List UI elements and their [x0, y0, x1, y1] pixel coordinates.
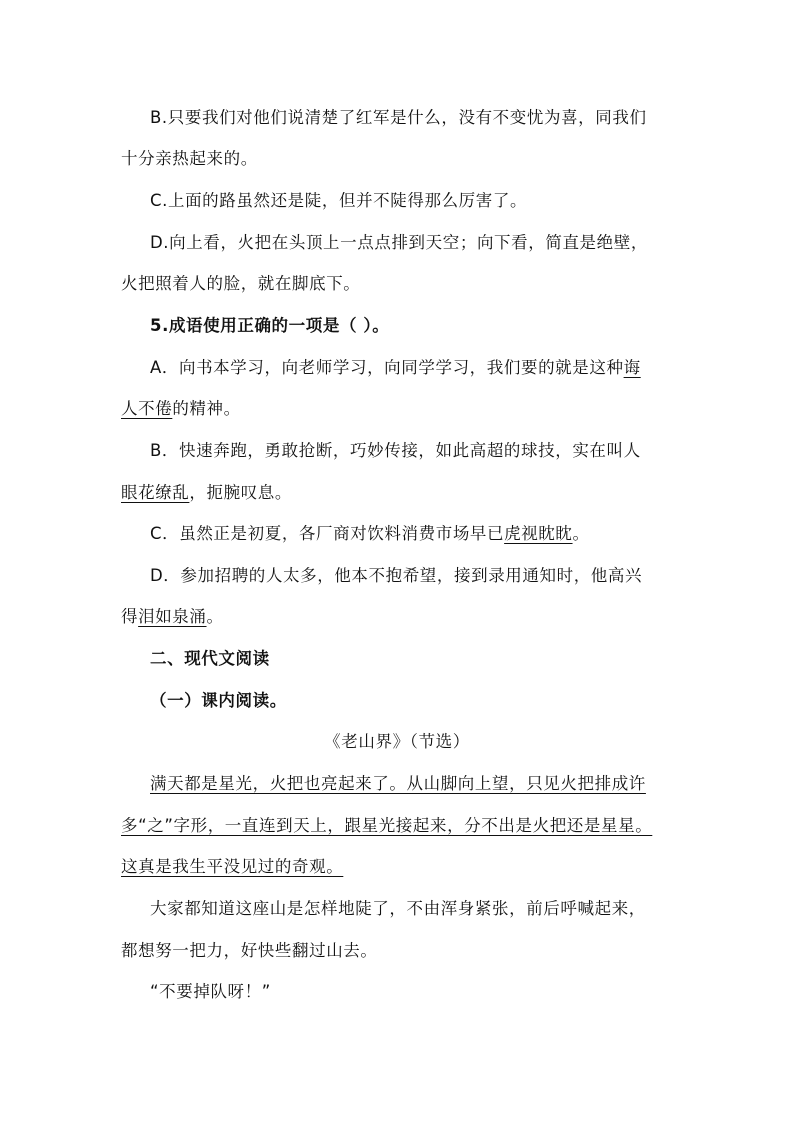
- q5-option-d-tail: 。: [206, 607, 224, 626]
- q5-option-c-idiom: 虎视眈眈: [504, 524, 573, 543]
- q5-option-a-line2: [121, 398, 241, 420]
- passage-para1-line1: [150, 773, 646, 795]
- q5-option-d-text: 得: [121, 607, 139, 626]
- q5-option-b-idiom: 眼花缭乱: [121, 483, 190, 502]
- passage-para3: “不要掉队呀！”: [150, 982, 271, 1001]
- passage-para2-line2: 都想努一把力，好快些翻过山去。: [121, 941, 378, 960]
- passage-underlined-text: 这真是我生平没见过的奇观。: [121, 857, 344, 876]
- q5-option-c-tail: 。: [572, 524, 590, 543]
- q5-option-a-text: A．向书本学习，向老师学习，向同学学习，我们要的就是这种: [150, 358, 624, 377]
- q5-option-b-line2: [121, 482, 292, 504]
- passage-para2-line1: 大家都知道这座山是怎样地陡了，不由浑身紧张，前后呼喊起来，: [150, 899, 646, 918]
- passage-para1-line3: [121, 856, 343, 878]
- q5-option-a-idiom-part2: 人不倦: [121, 399, 173, 418]
- section-heading: 二、现代文阅读: [150, 649, 270, 668]
- q4-option-c: C.上面的路虽然还是陡，但并不陡得那么厉害了。: [150, 191, 528, 210]
- passage-underlined-text: 多“之”字形，一直连到天上，跟星光接起来，分不出是火把还是星星。: [121, 816, 653, 835]
- q5-option-b-line1: B．快速奔跑，勇敢抢断，巧妙传接，如此高超的球技，实在叫人: [150, 441, 641, 460]
- passage-title: 《老山界》（节选）: [324, 732, 470, 751]
- q5-option-a-tail: 的精神。: [172, 399, 241, 418]
- q4-option-b-line2: 十分亲热起来的。: [121, 149, 258, 168]
- q5-option-d-line2: [121, 606, 224, 628]
- q5-option-a-idiom-part1: 诲: [623, 358, 641, 377]
- q5-option-d-idiom: 泪如泉涌: [138, 607, 207, 626]
- q4-option-d-line1: D.向上看，火把在头顶上一点点排到天空；向下看，简直是绝壁，: [150, 233, 648, 252]
- q5-option-b-tail: ，扼腕叹息。: [189, 483, 293, 502]
- q4-option-b-line1: B.只要我们对他们说清楚了红军是什么，没有不变忧为喜，同我们: [150, 108, 647, 127]
- q4-option-d-line2: 火把照着人的脸，就在脚底下。: [121, 274, 361, 293]
- q5-option-c: [150, 523, 590, 545]
- passage-underlined-text: 满天都是星光，火把也亮起来了。从山脚向上望，只见火把排成许: [150, 774, 646, 793]
- q5-stem: 5.成语使用正确的一项是（ ）。: [150, 316, 390, 335]
- q5-option-c-text: C．虽然正是初夏，各厂商对饮料消费市场早已: [150, 524, 505, 543]
- q5-option-a-line1: [150, 357, 641, 379]
- q5-option-d-line1: D．参加招聘的人太多，他本不抱希望，接到录用通知时，他高兴: [150, 566, 643, 585]
- subsection-heading: （一）课内阅读。: [150, 691, 287, 710]
- passage-para1-line2: [121, 815, 652, 837]
